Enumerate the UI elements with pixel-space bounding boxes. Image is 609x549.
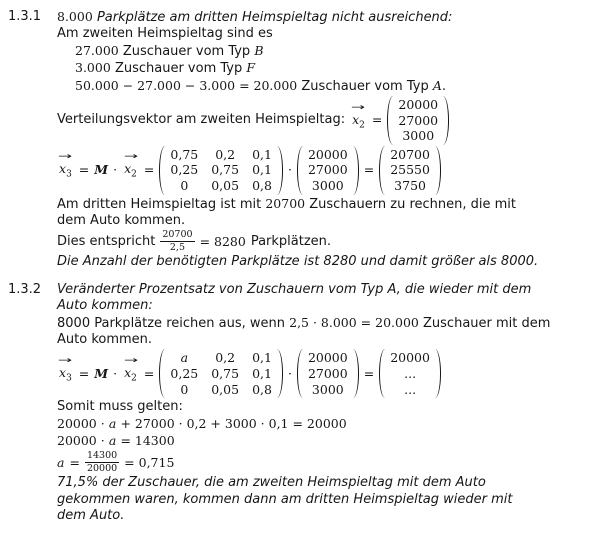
list-item — [75, 60, 609, 77]
conclusion-line: gekommen waren, kommen dann am dritten Heimspieltag wieder mit — [57, 491, 513, 507]
math-segment: = 8280 — [199, 233, 246, 249]
text-line — [57, 196, 609, 213]
dot-operator: · — [287, 365, 292, 381]
fraction-equation-line — [57, 451, 609, 474]
matrix-name: M — [94, 162, 109, 178]
vector-entry: 3000 — [311, 381, 344, 397]
equation-line — [57, 433, 609, 450]
column-vector-x2 — [387, 96, 449, 145]
matrix-cell: 0 — [180, 178, 189, 193]
text-segment: Am dritten Heimspieltag ist mit — [57, 196, 262, 212]
paren-left — [297, 349, 304, 398]
vector-subscript: 2 — [131, 373, 137, 384]
item-value: 3.000 — [75, 60, 111, 76]
distribution-label: Verteilungsvektor am zweiten Heimspieltag: — [57, 112, 346, 128]
paren-right — [276, 349, 283, 398]
dot-operator: · — [113, 162, 118, 178]
text-segment: Zuschauern zu rechnen, die mit — [309, 196, 516, 212]
matrix-equation — [57, 349, 609, 398]
vector-entries — [304, 349, 352, 398]
math-segment: = 14300 — [120, 433, 175, 449]
vector-entry: 20000 — [390, 350, 430, 366]
paren-left — [379, 146, 386, 195]
equals-sign: = — [363, 162, 375, 178]
matrix-cell: 0,1 — [252, 350, 272, 366]
text-line: Auto kommen. — [57, 332, 153, 348]
matrix-cell: a — [180, 350, 189, 366]
column-vector-x2 — [297, 349, 359, 398]
matrix-cell: 0,8 — [252, 178, 272, 193]
paren-left — [159, 349, 166, 398]
text-segment: Dies entspricht — [57, 233, 156, 249]
title-number: 8.000 — [57, 9, 93, 24]
section-number: 1.3.1 — [8, 9, 42, 24]
fraction — [160, 230, 194, 253]
matrix-name: M — [94, 365, 109, 381]
vector-entry: ... — [404, 366, 417, 382]
conclusion-line: dem Auto. — [57, 508, 125, 524]
list-item — [75, 78, 609, 95]
vector-entry: 3750 — [394, 178, 426, 193]
vector-entry: 27000 — [398, 112, 439, 128]
fraction-numerator: 14300 — [86, 450, 118, 462]
matrix-cell: 0,75 — [170, 146, 199, 162]
matrix-cell: 0,75 — [211, 366, 240, 382]
paren-right — [352, 146, 359, 195]
item-tail: . — [441, 78, 447, 94]
section-1-3-1 — [0, 9, 609, 271]
matrix-cell: 0,1 — [252, 146, 272, 162]
paren-right — [442, 96, 449, 145]
section-title — [57, 9, 609, 26]
paren-left — [159, 146, 166, 195]
transition-matrix — [159, 146, 283, 195]
item-variable: F — [246, 60, 256, 76]
text-line — [57, 315, 609, 332]
math-segment: 20700 — [265, 195, 306, 211]
matrix-cell: 0,2 — [215, 146, 236, 162]
vector-arrow-icon: → — [58, 152, 73, 163]
vector-letter: x — [352, 111, 360, 127]
variable-a: a — [108, 433, 117, 449]
matrix-cell: 0,1 — [252, 162, 272, 178]
vector-entries — [394, 96, 442, 145]
matrix-cell: 0,1 — [252, 366, 272, 382]
vector-entry: 20000 — [307, 350, 348, 366]
section-number: 1.3.2 — [8, 281, 42, 297]
vector-arrow-icon: → — [123, 356, 138, 367]
text-segment: 8000 Parkplätze reichen aus, wenn — [57, 315, 285, 331]
vector-subscript: 2 — [131, 170, 137, 180]
equals-sign: = — [78, 365, 90, 381]
math-segment: 2,5 · 8.000 = 20.000 — [289, 314, 419, 330]
vector-entry: 3000 — [402, 128, 435, 144]
title-text: Parkplätze am dritten Heimspieltag nicht ausreichend: — [96, 10, 453, 25]
item-value: 50.000 − 27.000 − 3.000 = 20.000 — [75, 77, 298, 93]
matrix-cell: 0,2 — [215, 350, 236, 366]
math-segment: = 0,715 — [124, 454, 175, 470]
vector-letter: x — [59, 365, 67, 381]
matrix-cell: 0,25 — [170, 366, 199, 382]
math-segment: + 27000 · 0,2 + 3000 · 0,1 = 20000 — [120, 415, 347, 431]
fraction-line — [57, 230, 609, 253]
matrix-cell: 0,05 — [211, 178, 240, 193]
item-variable: B — [254, 42, 264, 58]
vector-arrow-icon: → — [123, 152, 138, 163]
matrix-cell: 0,75 — [211, 162, 240, 178]
fraction-numerator: 20700 — [162, 229, 193, 241]
item-variable: A — [432, 77, 442, 93]
vector-entry: ... — [404, 381, 417, 397]
math-segment: 20000 · — [57, 415, 105, 431]
vector-entries — [386, 349, 434, 398]
variable-a: a — [108, 415, 117, 431]
vector-x3-symbol — [57, 356, 74, 387]
matrix-cell: 0,8 — [252, 381, 272, 397]
transition-matrix — [159, 349, 283, 398]
text-segment: Parkplätzen. — [250, 233, 332, 249]
section-body — [57, 282, 609, 525]
paren-left — [297, 146, 304, 195]
intro-line: Am zweiten Heimspieltag sind es — [57, 26, 273, 42]
vector-x2-symbol — [350, 102, 367, 134]
matrix-entries — [166, 146, 276, 195]
text-line: dem Auto kommen. — [57, 213, 186, 228]
math-segment: 20000 · — [57, 433, 105, 449]
paren-right — [434, 146, 441, 195]
dot-operator: · — [287, 162, 292, 178]
vector-subscript: 3 — [66, 373, 72, 384]
equation-line — [57, 416, 609, 433]
equals-sign: = — [69, 454, 80, 470]
vector-entry: 20000 — [307, 146, 348, 162]
conclusion-line: 71,5% der Zuschauer, die am zweiten Heimspieltag mit dem Auto — [57, 475, 486, 491]
vector-x2-symbol — [122, 356, 139, 387]
equals-sign: = — [363, 365, 375, 381]
variable-a: a — [57, 454, 65, 470]
vector-letter: x — [124, 365, 132, 381]
text-line: Somit muss gelten: — [57, 399, 183, 415]
item-text: Zuschauer vom Typ — [114, 61, 243, 77]
equals-sign: = — [371, 112, 383, 128]
vector-x3-symbol — [57, 152, 74, 183]
vector-entry: 27000 — [307, 366, 348, 382]
list-item — [75, 43, 609, 60]
text-segment: Zuschauer mit dem — [423, 315, 551, 331]
vector-subscript: 2 — [359, 120, 365, 131]
column-vector-x2 — [297, 146, 359, 195]
matrix-cell: 0,05 — [211, 381, 240, 397]
vector-entry: 20000 — [398, 97, 439, 113]
vector-letter: x — [124, 161, 132, 177]
vector-x2-symbol — [122, 152, 139, 183]
fraction-denominator: 2,5 — [169, 241, 185, 253]
item-text: Zuschauer vom Typ — [301, 78, 429, 94]
equals-sign: = — [143, 162, 155, 178]
section-body — [57, 9, 609, 271]
dot-operator: · — [113, 365, 118, 381]
fraction-denominator: 20000 — [86, 462, 118, 474]
fraction — [85, 451, 119, 474]
result-vector-x3 — [379, 349, 441, 398]
vector-entry: 3000 — [311, 178, 344, 193]
equals-sign: = — [143, 365, 155, 381]
section-title: Auto kommen: — [57, 298, 153, 314]
vector-entries — [304, 146, 352, 195]
vector-entry: 20700 — [390, 146, 430, 162]
vector-arrow-icon: → — [351, 102, 366, 113]
vector-entry: 25550 — [390, 162, 430, 178]
paren-left — [387, 96, 394, 145]
paren-right — [352, 349, 359, 398]
vector-entries — [386, 146, 434, 195]
item-text: Zuschauer vom Typ — [122, 43, 251, 59]
vector-entry: 27000 — [307, 162, 348, 178]
vector-arrow-icon: → — [58, 356, 73, 367]
matrix-entries — [166, 349, 276, 398]
distribution-vector-line — [57, 96, 609, 145]
matrix-cell: 0 — [180, 381, 189, 397]
vector-subscript: 3 — [66, 170, 72, 180]
paren-right — [276, 146, 283, 195]
result-vector-x3 — [379, 146, 441, 195]
paren-left — [379, 349, 386, 398]
item-value: 27.000 — [75, 42, 119, 58]
matrix-cell: 0,25 — [170, 162, 199, 178]
equals-sign: = — [78, 162, 90, 178]
section-title: Veränderter Prozentsatz von Zuschauern vom Typ A, die wieder mit dem — [57, 281, 532, 297]
section-1-3-2 — [0, 282, 609, 525]
conclusion-line: Die Anzahl der benötigten Parkplätze ist 8280 und damit größer als 8000. — [57, 254, 539, 270]
matrix-equation — [57, 146, 609, 195]
paren-right — [434, 349, 441, 398]
vector-letter: x — [59, 161, 67, 177]
